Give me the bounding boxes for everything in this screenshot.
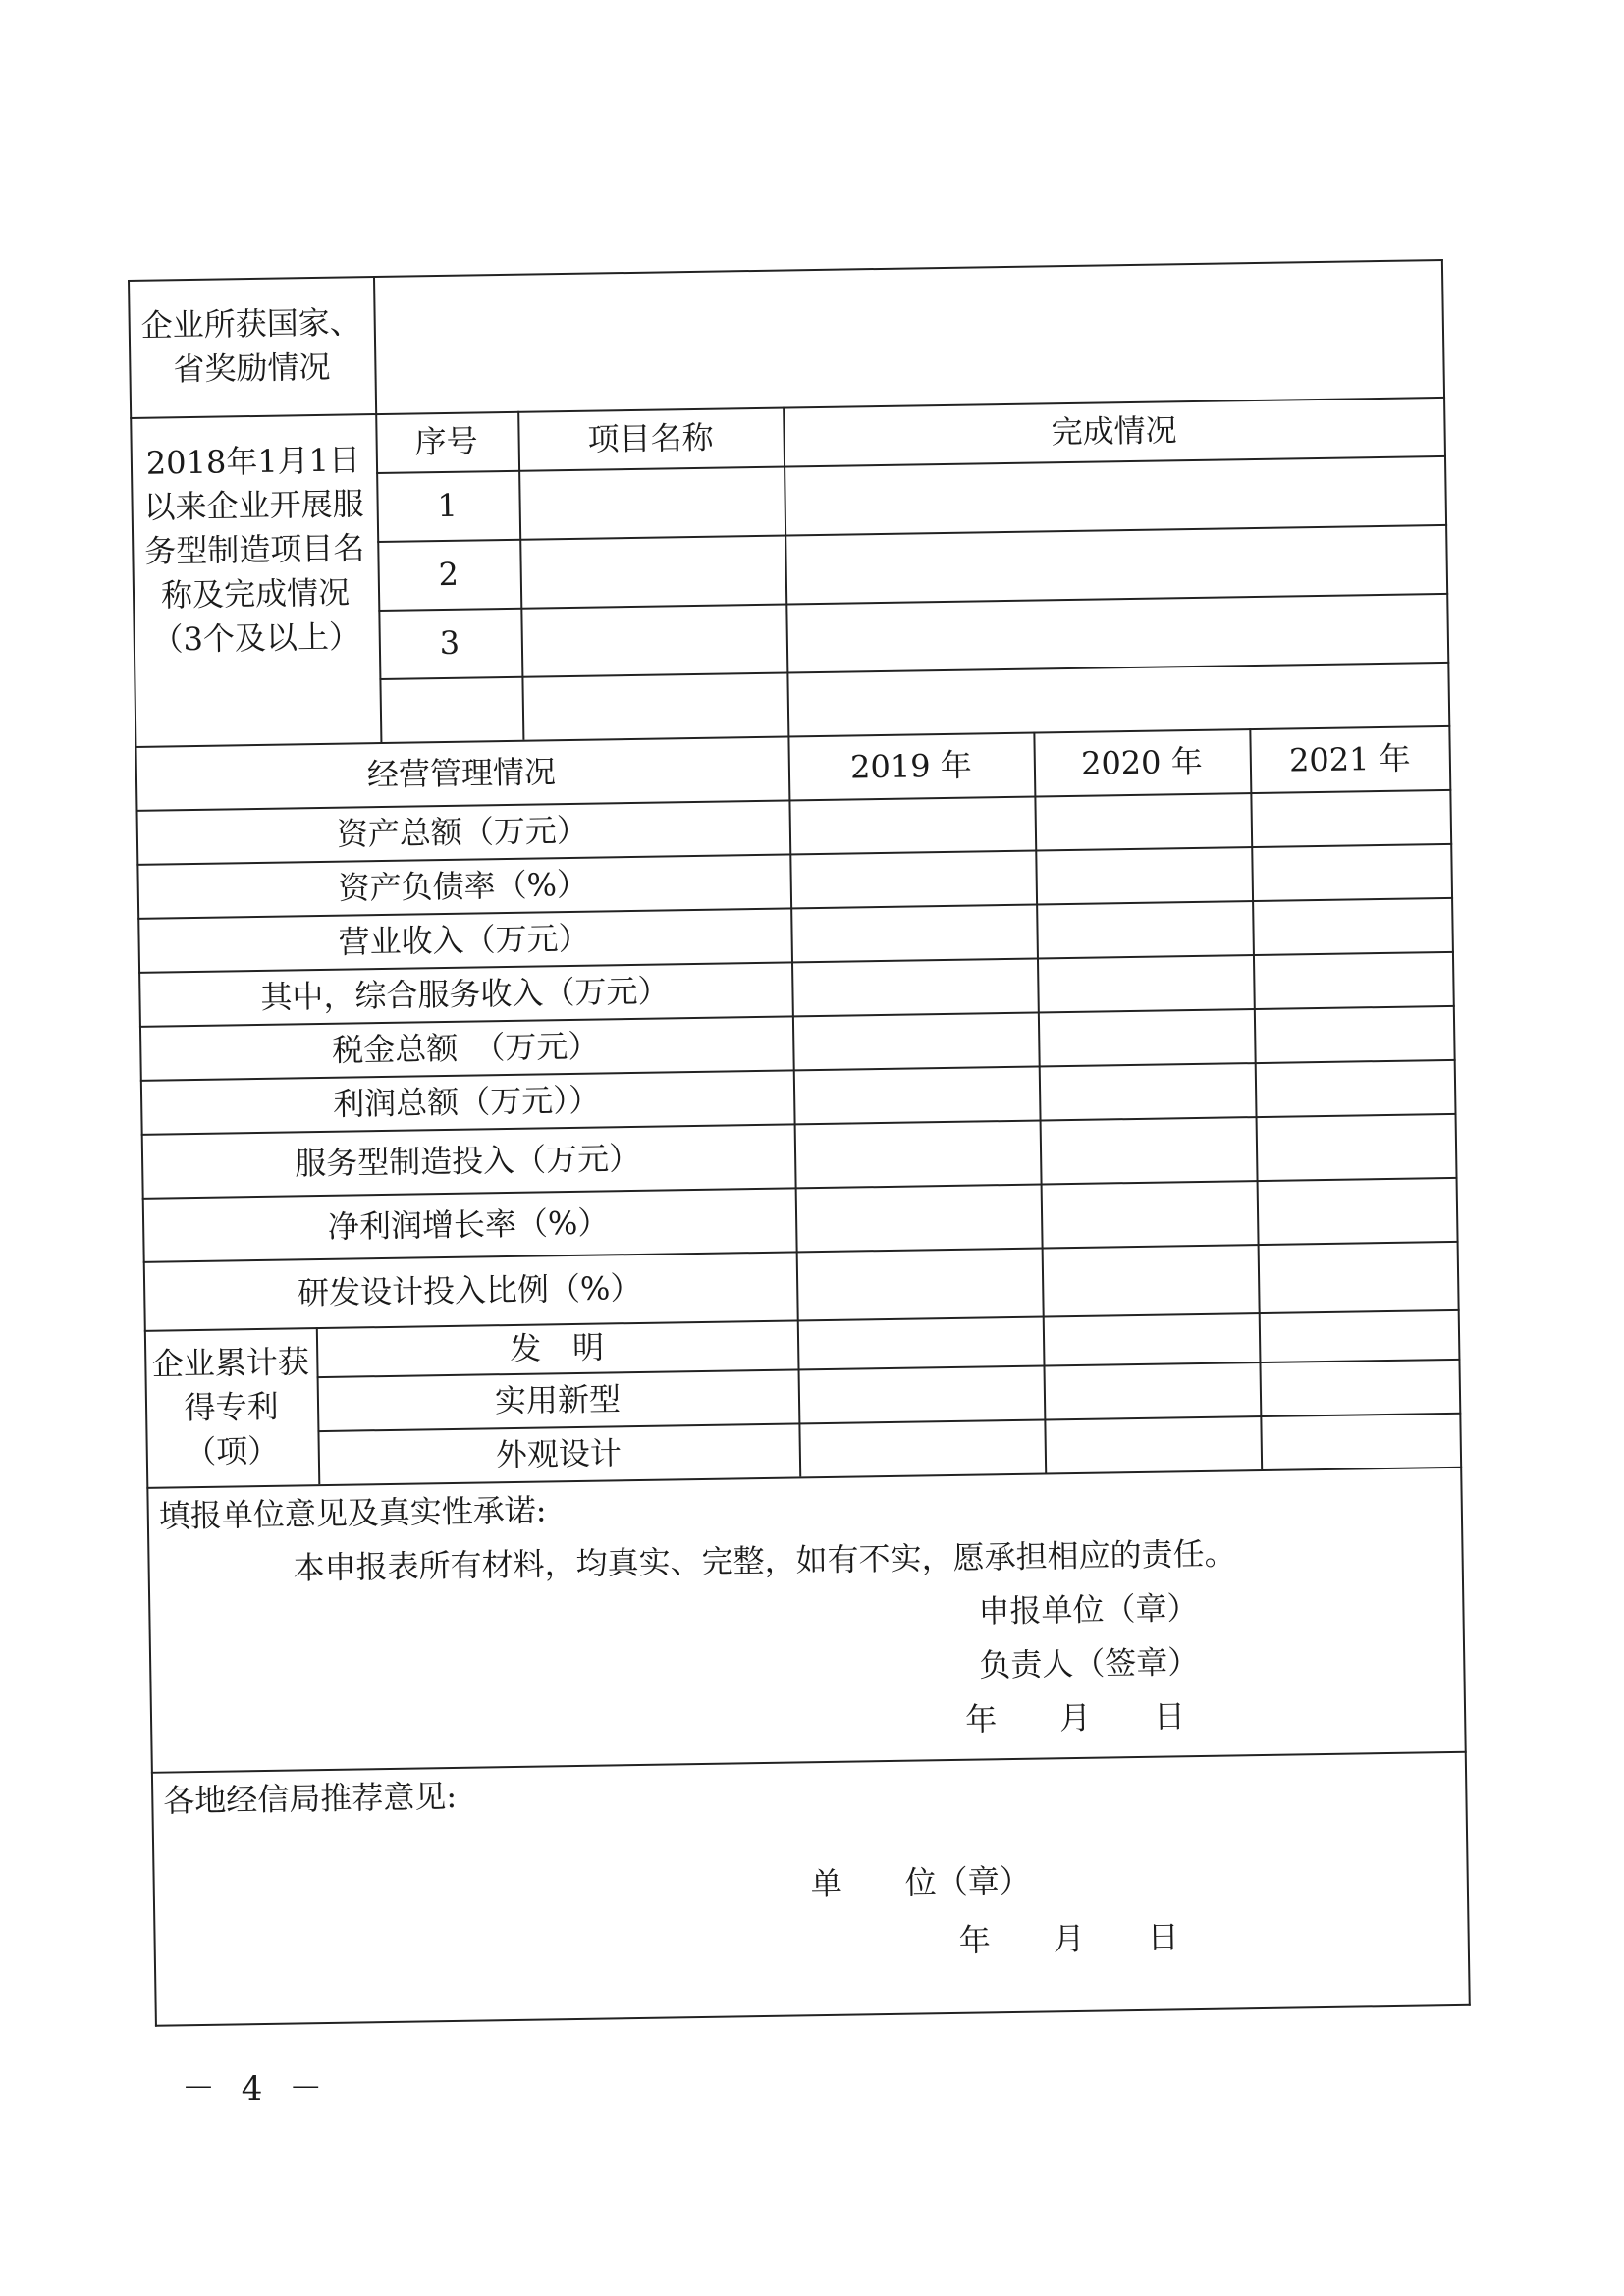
page-number: － 4 － <box>182 2069 331 2109</box>
column-divider <box>517 411 524 740</box>
commitment-title: 填报单位意见及真实性承诺: <box>158 1491 547 1535</box>
year-2019-header: 2019 年 <box>849 746 972 786</box>
recommend-title: 各地经信局推荐意见: <box>163 1777 458 1820</box>
column-divider <box>783 407 801 1477</box>
row-profit-growth: 净利润增长率（%） <box>327 1203 610 1246</box>
row-divider <box>376 455 1446 474</box>
row-divider <box>135 789 1451 812</box>
table-border-top <box>128 259 1443 282</box>
table-border-right <box>1441 259 1471 2006</box>
recommend-date: 年 月 日 <box>958 1918 1179 1959</box>
row-debt-ratio: 资产负债率（%） <box>338 865 589 907</box>
patent-design: 外观设计 <box>495 1434 623 1474</box>
commitment-body: 本申报表所有材料，均真实、完整，如有不实，愿承担相应的责任。 <box>293 1534 1236 1587</box>
table-border-bottom <box>155 2004 1471 2027</box>
patent-invention: 发 明 <box>509 1328 605 1368</box>
column-divider <box>1249 728 1263 1469</box>
project-row-number: 2 <box>438 555 460 594</box>
patent-utility-model: 实用新型 <box>494 1380 622 1420</box>
row-divider <box>317 1359 1461 1378</box>
header-serial-no: 序号 <box>414 422 478 461</box>
responsible-person-signature: 负责人（签章） <box>978 1643 1200 1684</box>
row-service-investment: 服务型制造投入（万元） <box>294 1139 641 1183</box>
year-2021-header: 2021 年 <box>1288 739 1411 779</box>
row-divider <box>136 843 1452 866</box>
row-divider <box>379 662 1449 680</box>
row-divider <box>130 397 1445 419</box>
business-header: 经营管理情况 <box>366 753 557 794</box>
row-divider <box>377 524 1447 543</box>
row-divider <box>146 1467 1462 1489</box>
patents-label: 企业累计获得专利（项） <box>151 1343 310 1471</box>
row-divider <box>151 1751 1467 1774</box>
row-divider <box>135 725 1450 748</box>
row-revenue: 营业收入（万元） <box>338 919 590 961</box>
year-2020-header: 2020 年 <box>1080 742 1203 782</box>
recommend-unit-seal: 单 位（章） <box>810 1861 1032 1903</box>
row-divider <box>378 593 1448 612</box>
header-project-name: 项目名称 <box>587 418 714 458</box>
row-divider <box>144 1309 1460 1332</box>
project-row-number: 1 <box>437 486 459 525</box>
applicant-seal: 申报单位（章） <box>978 1589 1199 1630</box>
row-service-revenue: 其中，综合服务收入（万元） <box>260 972 670 1016</box>
row-total-tax: 税金总额 （万元） <box>332 1027 600 1069</box>
column-divider <box>1033 732 1047 1473</box>
row-divider <box>137 897 1453 920</box>
row-total-assets: 资产总额（万元） <box>336 811 589 853</box>
awards-label: 企业所获国家、省奖励情况 <box>140 303 362 389</box>
header-completion: 完成情况 <box>1051 411 1177 452</box>
commitment-date: 年 月 日 <box>964 1697 1186 1738</box>
projects-label: 2018年1月1日以来企业开展服务型制造项目名称及完成情况（3个及以上） <box>143 441 365 659</box>
row-divider <box>317 1413 1461 1432</box>
row-total-profit: 利润总额（万元）） <box>332 1081 601 1123</box>
project-row-number: 3 <box>439 623 460 663</box>
application-form <box>128 259 1471 2027</box>
column-divider <box>373 276 382 742</box>
column-divider <box>316 1327 321 1484</box>
row-divider <box>138 951 1454 974</box>
row-rd-ratio: 研发设计投入比例（%） <box>297 1268 642 1312</box>
